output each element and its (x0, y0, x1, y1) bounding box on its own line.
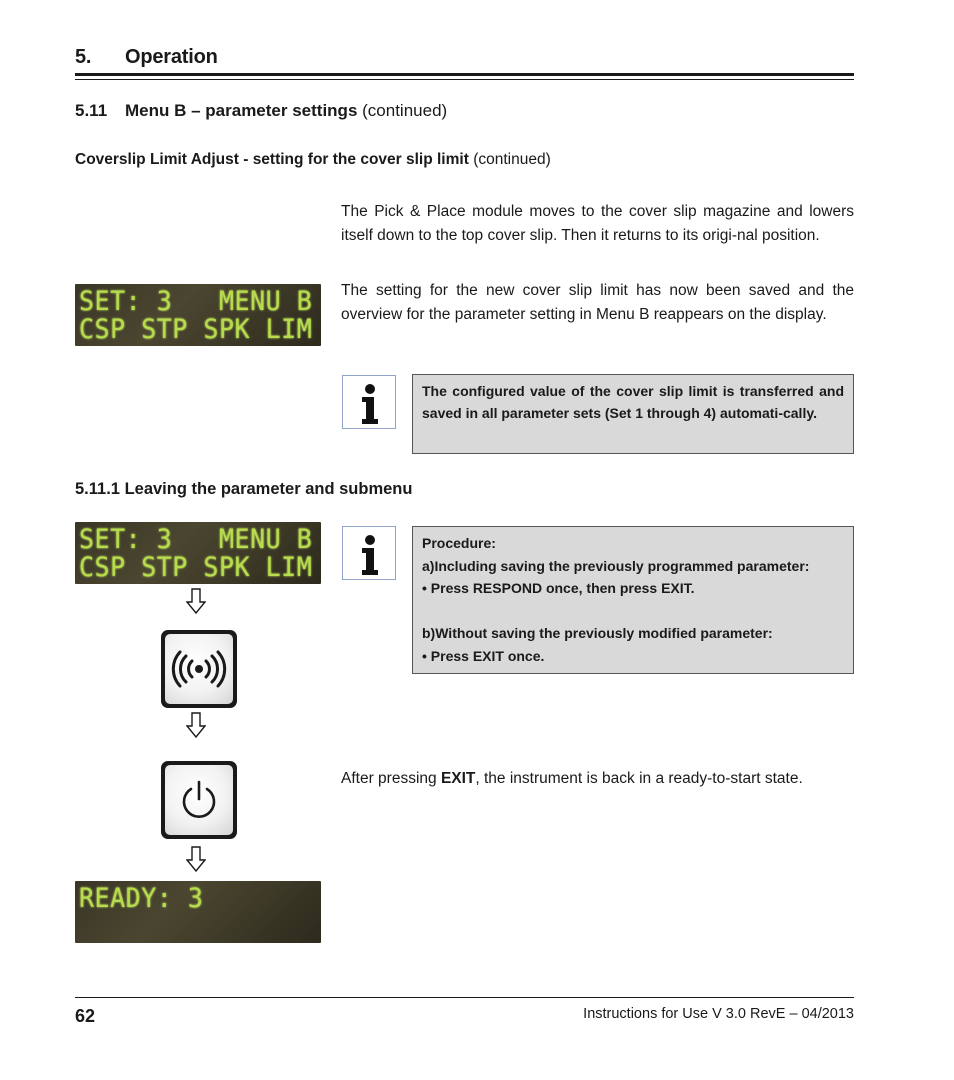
option-b-label: b)Without saving the previously modified parameter: (422, 625, 773, 641)
option-a-label: a)Including saving the previously programmed parameter: (422, 557, 810, 574)
footer-rule (75, 997, 854, 998)
subsection-title: Leaving the parameter and submenu (124, 480, 413, 498)
subsection-heading (75, 480, 412, 499)
info-icon (342, 526, 396, 580)
section-number: 5.11 (75, 101, 108, 120)
note-box-limit: The configured value of the cover slip limit is transferred and saved in all parameter sets (Set 1 through 4) automati-cally. (412, 374, 854, 454)
chapter-number: 5. (75, 46, 92, 68)
page-number: 62 (75, 1006, 96, 1026)
lcd-line-1: READY: 3 (79, 882, 204, 914)
procedure-label: Procedure: (422, 535, 496, 551)
info-icon (342, 375, 396, 429)
lcd-display-ready (75, 881, 321, 943)
header-rule-thin (75, 79, 854, 80)
paragraph-pick-place: The Pick & Place module moves to the cover slip magazine and lowers itself down to the top cover slip. Then it returns to its origi-nal position. (341, 203, 854, 244)
option-b-step: • Press EXIT once. (422, 647, 545, 664)
option-a-step: • Press RESPOND once, then press EXIT. (422, 580, 695, 596)
header-rule (75, 73, 854, 76)
lcd-display-menu-b-2 (75, 522, 321, 584)
lcd-line-1: SET: 3 MENU B (79, 523, 313, 555)
footer-doc-info: Instructions for Use V 3.0 RevE – 04/2013 (583, 1006, 854, 1022)
subheading-title: Coverslip Limit Adjust - setting for the cover slip limit (75, 151, 469, 168)
chapter-heading (75, 46, 218, 69)
lcd-display-menu-b (75, 284, 321, 346)
chapter-title: Operation (125, 46, 218, 68)
lcd-line-2: CSP STP SPK LIM (79, 551, 313, 583)
section-title: Menu B – parameter settings (125, 101, 358, 120)
section-heading (75, 101, 447, 121)
lcd-line-1: SET: 3 MENU B (79, 285, 313, 317)
exit-keyword: EXIT (440, 770, 476, 787)
paragraph-exit: After pressing EXIT, the instrument is back in a ready-to-start state. (341, 770, 803, 787)
paragraph-limit-saved: The setting for the new cover slip limit has now been saved and the overview for the parameter setting in Menu B reappears on the display. (341, 282, 854, 323)
subheading-continued: (continued) (473, 151, 551, 168)
arrow-down-icon (186, 846, 206, 872)
respond-key-icon (161, 630, 237, 708)
section-continued: (continued) (362, 101, 448, 120)
subheading (75, 151, 551, 169)
arrow-down-icon (186, 588, 206, 614)
arrow-down-icon (186, 712, 206, 738)
note-box-procedure (412, 526, 854, 674)
subsection-number: 5.11.1 (75, 480, 120, 498)
power-key-icon (161, 761, 237, 839)
lcd-line-2: CSP STP SPK LIM (79, 313, 313, 345)
